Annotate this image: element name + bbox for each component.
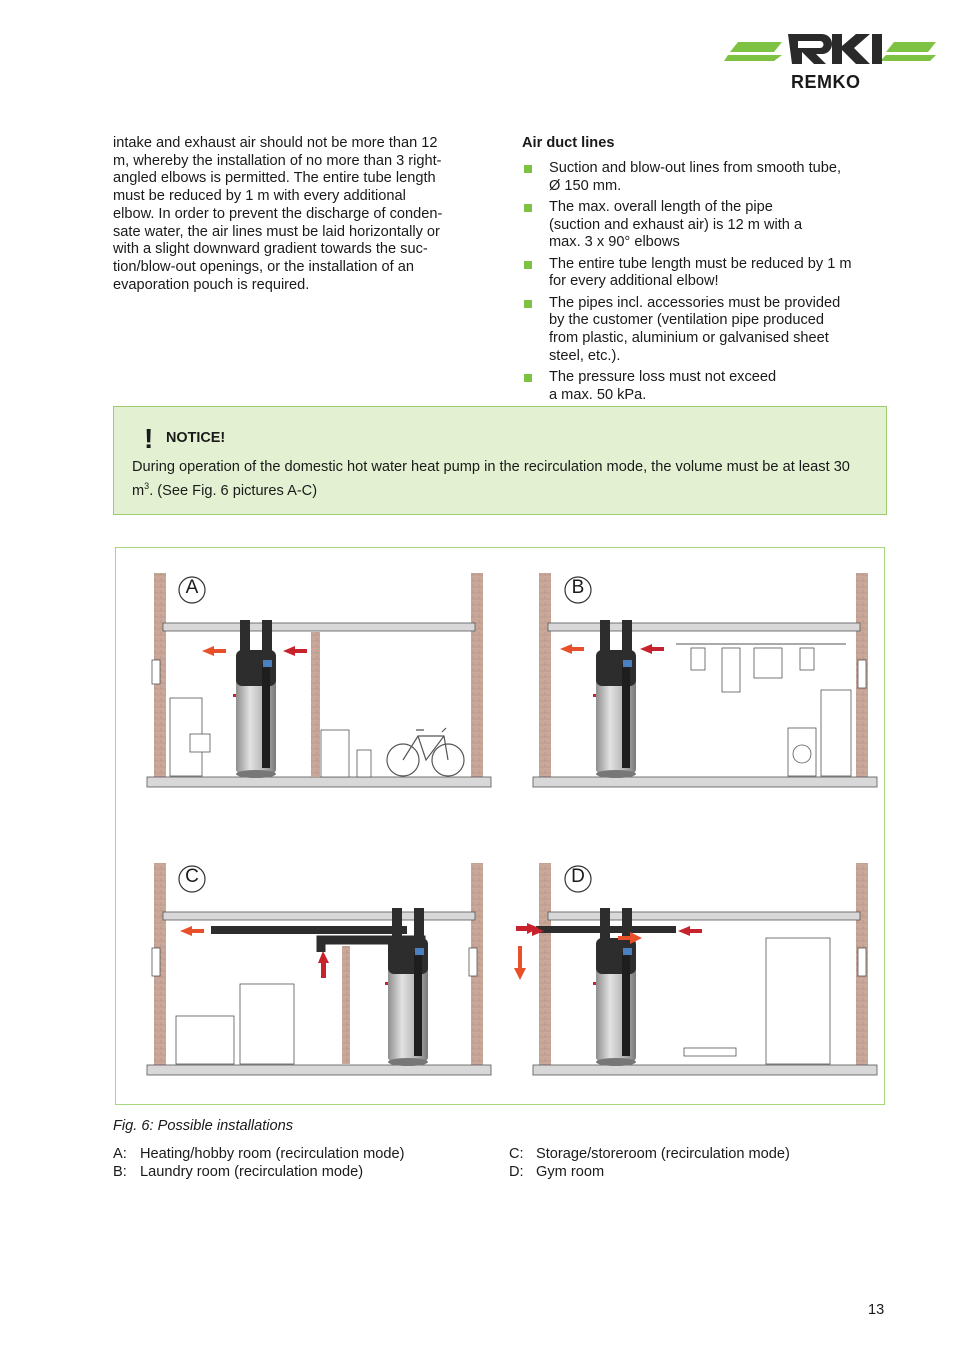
legend-item: C: Storage/storeroom (recirculation mode) — [509, 1146, 790, 1162]
exclamation-icon: ! — [144, 423, 154, 454]
list-item: The max. overall length of the pipe (suction and exhaust air) is 12 m with a max. 3 x 90° elbows — [522, 199, 892, 252]
intro-line: m, whereby the installation of no more than 3 right- — [113, 152, 442, 169]
intro-paragraph — [113, 135, 483, 294]
legend-item: B: Laundry room (recirculation mode) — [113, 1164, 364, 1180]
list-item: The pipes incl. accessories must be provided by the customer (ventilation pipe produced from plastic, aluminium or galvanised sheet steel, etc.). — [522, 295, 892, 366]
bullet-square-icon — [524, 165, 532, 173]
installation-figure — [115, 547, 885, 1105]
requirements-list — [522, 160, 892, 405]
panel-label-a: A — [185, 577, 199, 598]
panel-b — [533, 573, 877, 787]
logo-wordmark-text: REMKO — [791, 72, 861, 92]
bullet-square-icon — [524, 300, 532, 308]
notice-title: NOTICE! — [166, 430, 226, 446]
panel-label-b: B — [571, 577, 585, 598]
intro-line: tion/blow-out openings, or the installation of an — [113, 258, 414, 275]
list-item: Suction and blow-out lines from smooth tube, Ø 150 mm. — [522, 160, 892, 195]
panel-d — [514, 863, 877, 1075]
intro-line: angled elbows is permitted. The entire tube length — [113, 170, 436, 187]
intro-line: intake and exhaust air should not be more than 12 — [113, 135, 438, 151]
section-heading: Air duct lines — [522, 135, 615, 151]
figure-legend-left — [113, 1145, 404, 1181]
intro-line: elbow. In order to prevent the discharge of conden- — [113, 205, 443, 222]
air-duct-section — [522, 135, 892, 408]
intro-line: sate water, the air lines must be laid horizontally or — [113, 223, 440, 240]
list-item: The pressure loss must not exceed a max. 50 kPa. — [522, 369, 892, 404]
notice-text: During operation of the domestic hot water heat pump in the recirculation mode, the volume must be at least 30 $m^3$. (See Fig. 6 pictures A-C) — [132, 459, 850, 499]
bullet-square-icon — [524, 374, 532, 382]
intro-line: must be reduced by 1 m with every additional — [113, 188, 406, 205]
page-number: 13 — [868, 1302, 885, 1318]
legend-item: A: Heating/hobby room (recirculation mode) — [113, 1146, 405, 1162]
list-item: The entire tube length must be reduced by 1 m for every additional elbow! — [522, 256, 892, 291]
panel-label-d: D — [571, 866, 585, 887]
bullet-square-icon — [524, 261, 532, 269]
panel-c — [147, 863, 491, 1075]
figure-legend-right — [509, 1145, 790, 1181]
installation-illustrations — [116, 548, 884, 1104]
figure-caption: Fig. 6: Possible installations — [113, 1118, 294, 1134]
panel-label-c: C — [185, 866, 199, 887]
intro-line: with a slight downward gradient towards the suc- — [113, 241, 428, 258]
intro-line: evaporation pouch is required. — [113, 276, 310, 293]
panel-a — [147, 573, 491, 787]
notice-box — [113, 406, 887, 515]
bullet-square-icon — [524, 204, 532, 212]
legend-item: D: Gym room — [509, 1164, 605, 1180]
